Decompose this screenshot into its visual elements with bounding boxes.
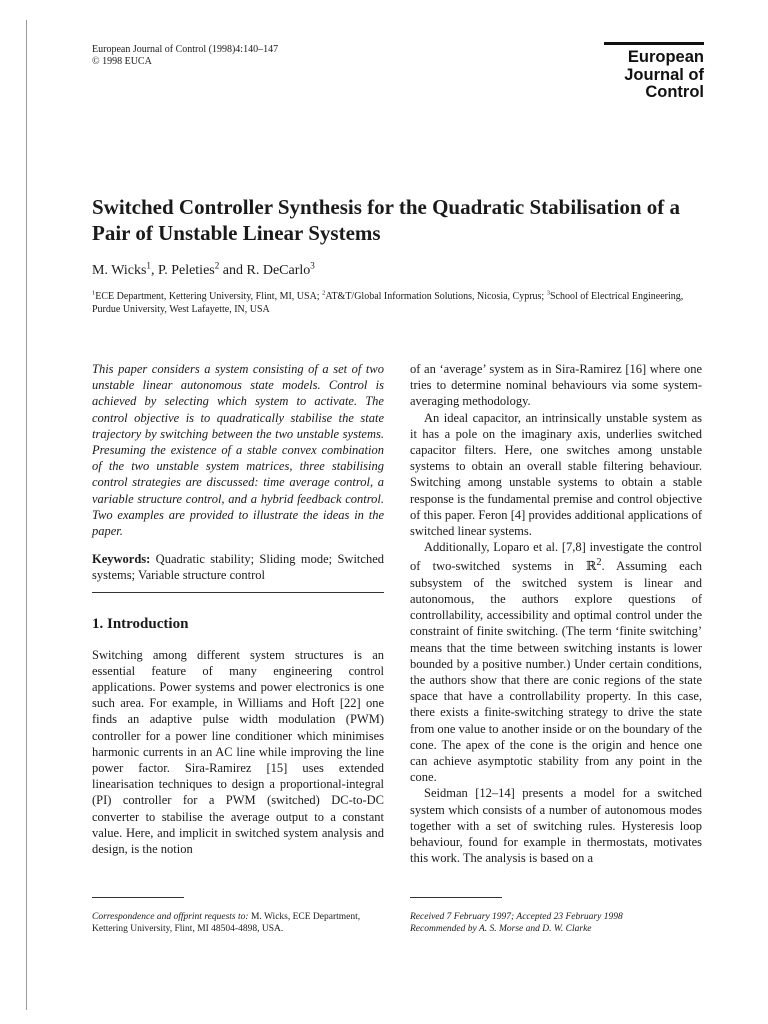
page-edge-line — [26, 20, 27, 1010]
exponent: 2 — [596, 557, 602, 569]
paper-title: Switched Controller Synthesis for the Quadratic Stabilisation of a Pair of Unstable Linear Systems — [92, 195, 681, 245]
section-heading-introduction: 1. Introduction — [92, 615, 189, 632]
affiliation-sup: 1 — [92, 289, 96, 297]
correspondence-footnote — [92, 911, 384, 935]
author-sup: 3 — [310, 260, 315, 271]
author-sup: 2 — [214, 260, 220, 271]
affiliation-text: School of Electrical Engineering, Purdue University, West Lafayette, IN, USA — [92, 291, 684, 315]
paragraph: of an ‘average’ system as in Sira-Ramirez [16] where one tries to determine nominal behaviours via some system-averaging methodology. — [410, 362, 702, 409]
logo-line-2: Journal of — [624, 65, 704, 84]
paragraph: An ideal capacitor, an intrinsically unstable system as it has a pole on the imaginary axis, underlies switched capacitor filters. Here, one switches among unstable systems to obtain an overall stable filtering behaviour. Switching among unstable systems to obtain a stable response is the fundamental premise and control objective of this paper. Feron [4] provides additional applications of switched linear systems. — [410, 410, 702, 539]
recommended-and: and — [523, 924, 543, 934]
author-name: M. Wicks — [92, 263, 147, 278]
logo-rule — [604, 42, 704, 45]
recommender-name: A. S. Morse — [478, 924, 524, 934]
paragraph — [410, 539, 702, 785]
keywords — [92, 551, 384, 583]
correspondence-label: Correspondence and offprint requests to: — [92, 912, 249, 922]
author-list — [92, 262, 315, 280]
journal-citation-block — [92, 44, 278, 68]
paragraph: Seidman [12–14] presents a model for a switched system which consists of a number of autonomous modes together with a set of switching rules. Hysteresis loop behaviour, found for example in thermostats, motivates this work. The analysis is based on a — [410, 786, 702, 866]
footnote-rule — [92, 897, 184, 898]
intro-paragraph: Switching among different system structures is an essential feature of many engineering control applications. Power systems and power electronics is one such area. For example, in Williams and Hoft [22] one finds an adaptive pulse width modulation (PWM) controller for a power line conditioner which minimises harmonic currents in an AC line while improving the line power factor. Sira-Ramirez [15] uses extended linearisation techniques to design a proportional-integral (PI) controller for a PWM (switched) DC-to-DC converter to stabilise the average output to a constant value. Here, and implicit in switched system analysis and design, is the notion — [92, 647, 384, 857]
affiliation-sup: 2 — [322, 289, 326, 297]
author-sup: 1 — [146, 260, 151, 271]
footnote-rule — [410, 897, 502, 898]
author-separator: and — [219, 263, 247, 278]
affiliation-sup: 3 — [546, 289, 550, 297]
journal-citation: European Journal of Control (1998)4:140–147 — [92, 44, 279, 55]
affiliation-text: AT&T/Global Information Solutions, Nicosia, Cyprus; — [325, 291, 547, 302]
abstract: This paper considers a system consisting of a set of two unstable linear autonomous state models. Control is achieved by selecting which system to activate. The control objective is to quadratically stabilise the state trajectory by switching between the two unstable systems. Presuming the existence of a stable convex combination of the two unstable system matrices, three stabilising control strategies are discussed: time average control, a variable structure control, and a hybrid feedback control. Two examples are provided to illustrate the ideas in the paper. — [92, 362, 384, 539]
author-separator: , — [150, 263, 158, 278]
copyright-notice: © 1998 EUCA — [92, 56, 152, 67]
recommended-by — [410, 923, 702, 935]
right-column — [410, 361, 702, 866]
keywords-text: Quadratic stability; Sliding mode; Switched systems; Variable structure control — [92, 552, 384, 583]
author-name: P. Peleties — [157, 263, 215, 278]
recommended-label: Recommended by — [410, 924, 479, 934]
abstract-divider — [92, 592, 384, 593]
paragraph-text: . Assuming each subsystem of the switched system is linear and autonomous, the authors explore questions of controllability, accessibility and optimal control under the constraint of finite switching. (The term ‘finite switching’ means that the time between switching instants is lower bounded by a positive number.) Under certain conditions, the authors show that there are conic regions of the state space that have a controllability property. In this case, there exists a finite-switching strategy to drive the state from one value to another inside or on the boundary of the cone. The apex of the cone is the origin and hence one can achieve asymptotic stability from any point in the cone. — [410, 559, 702, 785]
keywords-label: Keywords: — [92, 552, 151, 567]
left-column — [92, 361, 384, 857]
logo-line-1: European — [627, 48, 704, 66]
paragraph-text: Additionally, Loparo et al. [7,8] investigate the control of two-switched systems in — [410, 540, 702, 574]
logo-line-3: Control — [645, 83, 704, 101]
recommender-name: D. W. Clarke — [542, 924, 592, 934]
paper-page — [92, 0, 704, 1024]
affiliation-text: ECE Department, Kettering University, Flint, MI, USA; — [95, 291, 323, 302]
journal-logo — [604, 42, 704, 102]
author-name: R. DeCarlo — [246, 263, 311, 278]
correspondence-text: M. Wicks, ECE Department, Kettering University, Flint, MI 48504-4898, USA. — [92, 912, 361, 934]
publication-history — [410, 911, 702, 935]
received-accepted-dates: Received 7 February 1997; Accepted 23 February 1998 — [410, 912, 623, 922]
real-numbers-symbol: ℝ — [585, 559, 597, 574]
affiliations — [92, 290, 704, 316]
